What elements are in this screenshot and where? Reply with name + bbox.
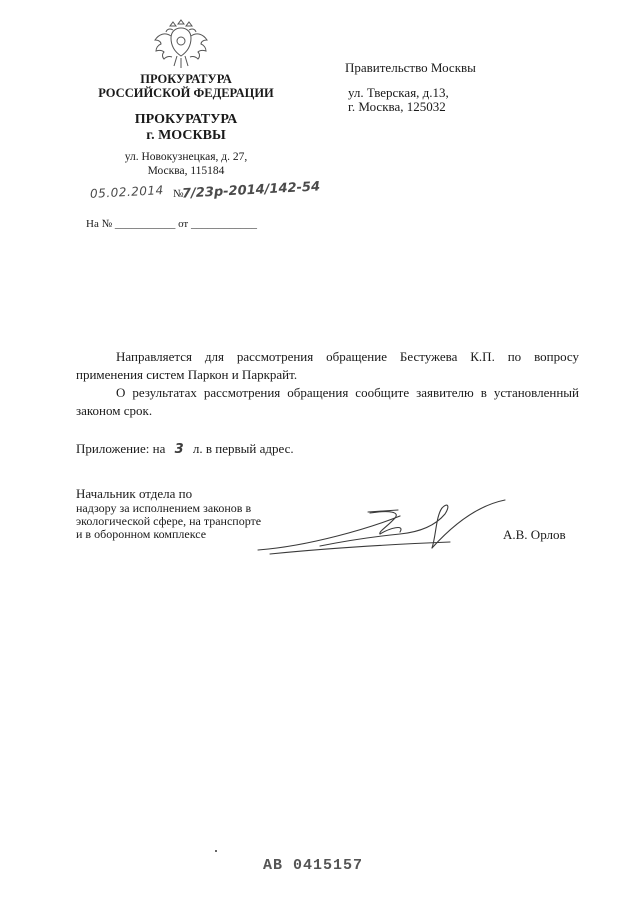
org-line-1: ПРОКУРАТУРА (140, 72, 232, 86)
office-line-2: г. МОСКВЫ (146, 128, 226, 143)
attachment-prefix: Приложение: на (76, 441, 166, 456)
signer-title-rest (76, 502, 261, 541)
number-sign: № (173, 188, 184, 200)
body-paragraph-1: Направляется для рассмотрения обращение Бестужева К.П. по вопросу применения систем Паркон и Паркрайт. (76, 349, 579, 382)
handwritten-date: 05.02.2014 (89, 183, 165, 201)
recipient-address (348, 86, 449, 114)
recipient-address-line-2: г. Москва, 125032 (348, 99, 446, 114)
org-address-line-2: Москва, 115184 (147, 165, 225, 177)
body-paragraph-2: О результатах рассмотрения обращения сообщите заявителю в установленный законом срок. (76, 385, 579, 418)
attachment-suffix: л. в первый адрес. (192, 441, 294, 456)
reference-line: На № ___________ от ____________ (86, 218, 257, 230)
scan-mark (215, 850, 217, 852)
document-serial: АВ 0415157 (263, 857, 364, 874)
office-name (70, 112, 302, 144)
handwritten-reg-number: 7/23р-2014/142-54 (181, 179, 321, 202)
attachment-line (76, 441, 294, 457)
attachment-pages: 3 (174, 442, 184, 457)
office-line-1: ПРОКУРАТУРА (134, 112, 238, 127)
signer-title-line-4: и в оборонном комплексе (76, 527, 207, 541)
letter-body (76, 348, 579, 420)
org-name (70, 72, 302, 100)
signer-title-line-3: экологической сфере, на транспорте (76, 514, 262, 528)
double-headed-eagle-icon (151, 14, 211, 74)
signer-title-line-1: Начальник отдела по (76, 486, 193, 501)
recipient-address-line-1: ул. Тверская, д.13, (348, 85, 449, 100)
recipient-name: Правительство Москвы (345, 60, 476, 75)
handwritten-signature (250, 488, 510, 568)
org-address-line-1: ул. Новокузнецкая, д. 27, (124, 151, 248, 163)
signer-title-line-2: надзору за исполнением законов в (76, 501, 252, 515)
signer-name: А.В. Орлов (503, 527, 566, 542)
org-address (70, 150, 302, 178)
org-line-2: РОССИЙСКОЙ ФЕДЕРАЦИИ (98, 86, 274, 100)
